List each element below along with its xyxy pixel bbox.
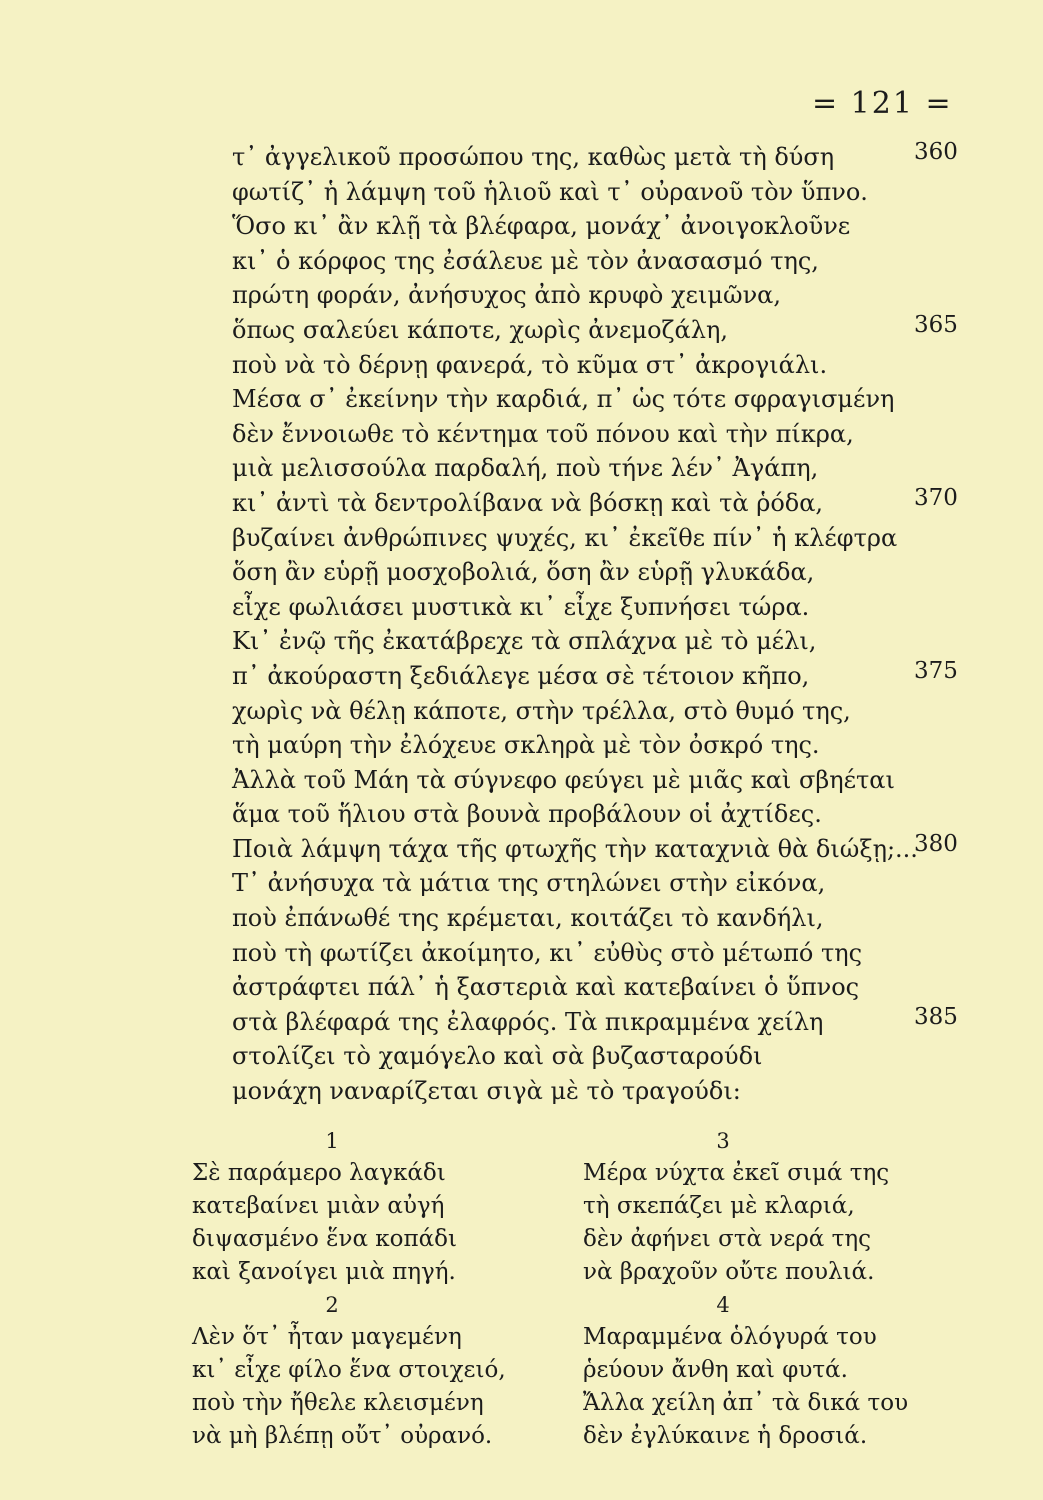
verse-text: στολίζει τὸ χαμόγελο καὶ σὰ βυζασταρούδι <box>232 1042 763 1071</box>
verse-line <box>232 1039 972 1074</box>
stanza-line: Μαραμμένα ὁλόγυρά του <box>583 1324 877 1350</box>
line-number: 360 <box>914 139 958 165</box>
line-number: 380 <box>914 830 958 857</box>
verse-text: Κι᾽ ἐνῷ τῆς ἐκατάβρεχε τὰ σπλάχνα μὲ τὸ μέλι, <box>232 627 817 656</box>
verse-text: ποὺ τὴ φωτίζει ἀκοίμητο, κι᾽ εὐθὺς στὸ μέτωπό της <box>232 938 863 967</box>
verse-line <box>232 970 972 1005</box>
verse-line <box>232 313 972 348</box>
verse-line <box>232 417 972 452</box>
stanza-number: 3 <box>716 1129 730 1153</box>
verse-text: ὅπως σαλεύει κάποτε, χωρὶς ἀνεμοζάλη, <box>232 315 728 344</box>
verse-text: ποὺ ἐπάνωθέ της κρέμεται, κοιτάζει τὸ κανδήλι, <box>232 904 824 933</box>
verse-text: Ποιὰ λάμψη τάχα τῆς φτωχῆς τὴν καταχνιὰ θὰ διώξῃ;... <box>232 834 918 863</box>
verse-line <box>232 278 972 313</box>
verse-text: ἅμα τοῦ ἥλιου στὰ βουνὰ προβάλουν οἱ ἀχτίδες. <box>232 800 822 829</box>
verse-text: κι᾽ ὁ κόρφος της ἐσάλευε μὲ τὸν ἀνασασμό της, <box>232 246 819 275</box>
stanza-line: Μέρα νύχτα ἐκεῖ σιμά της <box>583 1160 890 1186</box>
verse-line <box>232 382 972 417</box>
verse-text: στὰ βλέφαρά της ἐλαφρός. Τὰ πικραμμένα χείλη <box>232 1007 824 1036</box>
stanza-line: νὰ μὴ βλέπῃ οὔτ᾽ οὐρανό. <box>192 1423 493 1449</box>
verse-text: βυζαίνει ἀνθρώπινες ψυχές, κι᾽ ἐκεῖθε πίν᾽ ἡ κλέφτρα <box>232 523 898 552</box>
verse-text: πρώτη φοράν, ἀνήσυχος ἀπὸ κρυφὸ χειμῶνα, <box>232 281 781 310</box>
line-number: 385 <box>914 1003 958 1030</box>
verse-text: χωρὶς νὰ θέλῃ κάποτε, στὴν τρέλλα, στὸ θυμό της, <box>232 696 851 725</box>
stanza-line: Ἄλλα χείλη ἀπ᾽ τὰ δικά του <box>583 1390 909 1416</box>
stanza-line: δὲν ἐγλύκαινε ἡ δροσιά. <box>583 1423 868 1449</box>
verse-text: Τ᾽ ἀνήσυχα τὰ μάτια της στηλώνει στὴν εἰκόνα, <box>232 869 826 898</box>
stanza-line: διψασμένο ἕνα κοπάδι <box>192 1226 458 1252</box>
verse-line <box>232 348 972 383</box>
verse-text: κι᾽ ἀντὶ τὰ δεντρολίβανα νὰ βόσκῃ καὶ τὰ ῥόδα, <box>232 488 824 517</box>
verse-line <box>232 521 972 556</box>
verse-line <box>232 797 972 832</box>
verse-line <box>232 140 972 175</box>
verse-text: τ᾽ ἀγγελικοῦ προσώπου της, καθὼς μετὰ τὴ δύση <box>232 143 835 171</box>
line-number: 370 <box>914 484 958 511</box>
stanza-line: δὲν ἀφήνει στὰ νερά της <box>583 1226 872 1252</box>
poem-verses <box>232 140 972 1109</box>
verse-line <box>232 209 972 244</box>
verse-line <box>232 728 972 763</box>
verse-text: Μέσα σ᾽ ἐκείνην τὴν καρδιά, π᾽ ὡς τότε σφραγισμένη <box>232 385 895 414</box>
stanza-number: 2 <box>325 1293 339 1317</box>
stanza-line: ποὺ τὴν ἤθελε κλεισμένη <box>192 1390 484 1416</box>
stanza-number: 4 <box>716 1293 730 1317</box>
verse-text: φωτίζ᾽ ἡ λάμψη τοῦ ἡλιοῦ καὶ τ᾽ οὐρανοῦ τὸν ὕπνο. <box>232 177 868 206</box>
stanza-line: ῥεύουν ἄνθη καὶ φυτά. <box>583 1357 848 1383</box>
verse-line <box>232 936 972 971</box>
verse-line <box>232 866 972 901</box>
verse-text: Ὅσο κι᾽ ἂν κλῇ τὰ βλέφαρα, μονάχ᾽ ἀνοιγοκλοῦνε <box>232 212 851 241</box>
line-number: 365 <box>914 311 958 338</box>
verse-text: τὴ μαύρη τὴν ἐλόχευε σκληρὰ μὲ τὸν ὀσκρό της. <box>232 731 820 760</box>
verse-line <box>232 244 972 279</box>
verse-text: Ἀλλὰ τοῦ Μάη τὰ σύγνεφο φεύγει μὲ μιᾶς καὶ σβηέται <box>232 765 895 794</box>
verse-text: δὲν ἔννοιωθε τὸ κέντημα τοῦ πόνου καὶ τὴν πίκρα, <box>232 419 854 448</box>
verse-text: π᾽ ἀκούραστη ξεδιάλεγε μέσα σὲ τέτοιον κῆπο, <box>232 661 810 690</box>
verse-line <box>232 659 972 694</box>
verse-line <box>232 1005 972 1040</box>
stanza-line: Λὲν ὅτ᾽ ἦταν μαγεμένη <box>192 1324 462 1350</box>
line-number: 375 <box>914 657 958 684</box>
stanza-line: Σὲ παράμερο λαγκάδι <box>192 1160 446 1186</box>
verse-text: μιὰ μελισσούλα παρδαλή, ποὺ τήνε λέν᾽ Ἀγάπη, <box>232 454 819 483</box>
verse-line <box>232 486 972 521</box>
verse-text: μονάχη ναναρίζεται σιγὰ μὲ τὸ τραγούδι: <box>232 1077 741 1106</box>
stanza-line: νὰ βραχοῦν οὔτε πουλιά. <box>583 1259 875 1285</box>
stanza-line: κι᾽ εἶχε φίλο ἕνα στοιχειό, <box>192 1357 506 1383</box>
song-column-right <box>583 1125 943 1453</box>
verse-line <box>232 555 972 590</box>
verse-line <box>232 832 972 867</box>
verse-line <box>232 451 972 486</box>
verse-text: ὅση ἂν εὑρῇ μοσχοβολιά, ὅση ἂν εὑρῇ γλυκάδα, <box>232 558 815 587</box>
verse-line <box>232 763 972 798</box>
verse-line <box>232 901 972 936</box>
verse-line <box>232 1074 972 1109</box>
verse-line <box>232 624 972 659</box>
stanza-number: 1 <box>325 1129 339 1153</box>
verse-line <box>232 175 972 210</box>
verse-text: ποὺ νὰ τὸ δέρνῃ φανερά, τὸ κῦμα στ᾽ ἀκρογιάλι. <box>232 350 828 379</box>
stanza-line: κατεβαίνει μιὰν αὐγή <box>192 1193 445 1219</box>
song-column-left <box>192 1125 552 1453</box>
stanza-line: καὶ ξανοίγει μιὰ πηγή. <box>192 1259 456 1285</box>
verse-line <box>232 694 972 729</box>
verse-text: εἶχε φωλιάσει μυστικὰ κι᾽ εἶχε ξυπνήσει τώρα. <box>232 592 810 621</box>
stanza-line: τὴ σκεπάζει μὲ κλαριά, <box>583 1193 855 1219</box>
verse-line <box>232 590 972 625</box>
page-number: = 121 = <box>812 86 953 121</box>
verse-text: ἀστράφτει πάλ᾽ ἡ ξαστεριὰ καὶ κατεβαίνει ὁ ὕπνος <box>232 973 860 1002</box>
